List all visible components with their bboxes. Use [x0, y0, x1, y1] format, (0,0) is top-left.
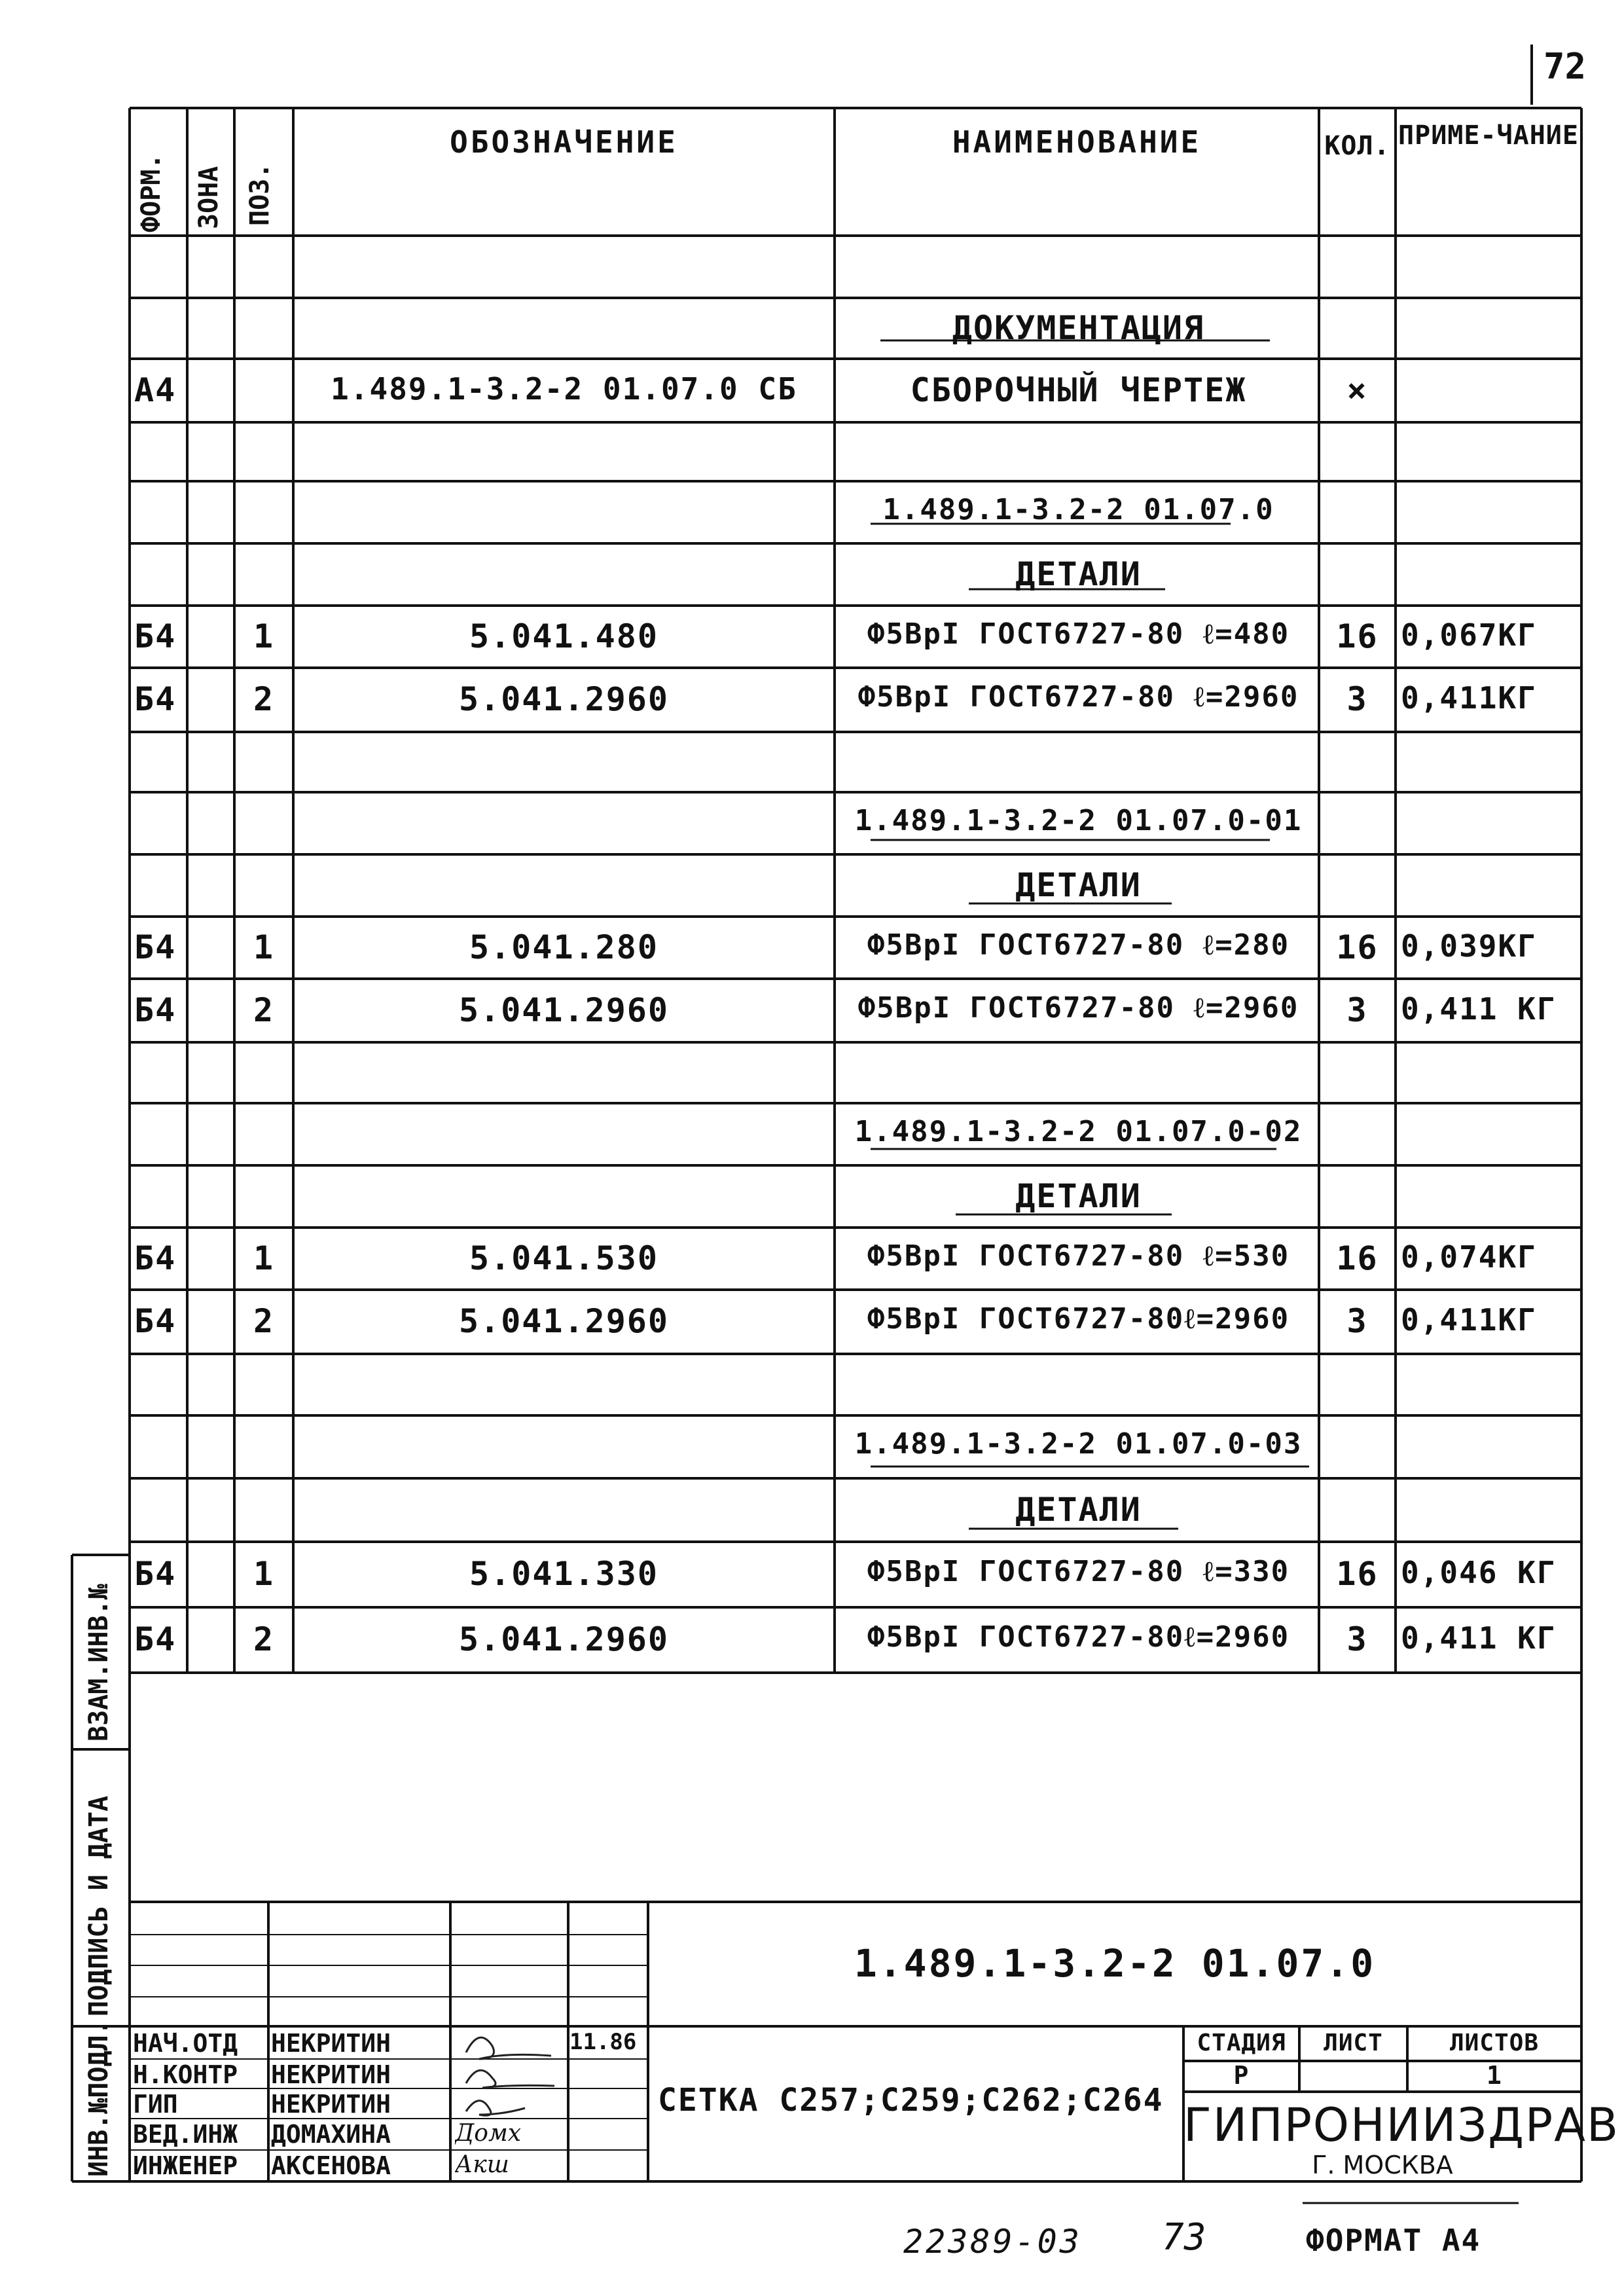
cell-pos: 2 — [253, 1302, 275, 1340]
organization: ГИПРОНИИЗДРАВ — [1183, 2098, 1620, 2152]
title-person-role: Н.КОНТР — [133, 2060, 238, 2089]
cell-name: Ф5ВрI ГОСТ6727-80 ℓ=330 — [867, 1555, 1290, 1588]
cell-name: ДЕТАЛИ — [1015, 555, 1142, 593]
cell-note: 0,411КГ — [1401, 1302, 1537, 1338]
cell-name: ДЕТАЛИ — [1015, 1177, 1142, 1215]
cell-note: 0,039КГ — [1401, 928, 1537, 964]
title-person-role: НАЧ.ОТД — [133, 2029, 238, 2058]
cell-name: 1.489.1-3.2-2 01.07.0-03 — [854, 1427, 1303, 1461]
cell-designation: 5.041.2960 — [458, 680, 670, 718]
cell-form: Б4 — [134, 1555, 177, 1593]
cell-name: 1.489.1-3.2-2 01.07.0-01 — [854, 804, 1303, 837]
title-person-name: АКСЕНОВА — [271, 2151, 391, 2180]
cell-name: Ф5ВрI ГОСТ6727-80ℓ=2960 — [867, 1620, 1290, 1654]
cell-qty: 16 — [1336, 928, 1379, 966]
cell-form: Б4 — [134, 1239, 177, 1277]
header-designation: ОБОЗНАЧЕНИЕ — [450, 124, 678, 160]
cell-form: Б4 — [134, 680, 177, 718]
cell-designation: 5.041.480 — [469, 617, 659, 655]
cell-qty: 16 — [1336, 1555, 1379, 1593]
page-number: 72 — [1543, 46, 1587, 87]
stage-value: Р — [1233, 2061, 1250, 2090]
cell-pos: 1 — [253, 1555, 275, 1593]
cell-qty: 3 — [1346, 991, 1368, 1029]
city: Г. МОСКВА — [1312, 2151, 1453, 2179]
cell-pos: 1 — [253, 928, 275, 966]
cell-designation: 5.041.2960 — [458, 1620, 670, 1658]
cell-note: 0,411КГ — [1401, 680, 1537, 716]
cell-form: Б4 — [134, 1302, 177, 1340]
cell-designation: 5.041.530 — [469, 1239, 659, 1277]
cell-form: А4 — [134, 371, 177, 409]
title-doc-code: 1.489.1-3.2-2 01.07.0 — [854, 1941, 1376, 1986]
cell-pos: 2 — [253, 680, 275, 718]
header-qty: КОЛ. — [1324, 131, 1390, 161]
title-person-signature: Акш — [455, 2151, 509, 2178]
cell-pos: 2 — [253, 1620, 275, 1658]
cell-qty: 3 — [1346, 680, 1368, 718]
side-label-vzam-inv: ВЗАМ.ИНВ.№ — [84, 1584, 114, 1741]
cell-qty: × — [1346, 371, 1368, 409]
cell-name: 1.489.1-3.2-2 01.07.0 — [882, 493, 1274, 526]
archive-number: 22389-03 — [903, 2223, 1082, 2261]
title-person-date: 11.86 — [569, 2029, 637, 2055]
header-zone: ЗОНА — [194, 166, 224, 229]
cell-form: Б4 — [134, 1620, 177, 1658]
cell-note: 0,074КГ — [1401, 1239, 1537, 1275]
title-person-role: ВЕД.ИНЖ — [133, 2120, 238, 2149]
cell-name: Ф5ВрI ГОСТ6727-80 ℓ=480 — [867, 617, 1290, 651]
cell-name: Ф5ВрI ГОСТ6727-80ℓ=2960 — [867, 1302, 1290, 1336]
cell-note: 0,046 КГ — [1401, 1555, 1557, 1590]
header-form: ФОРМ. — [136, 153, 166, 232]
cell-designation: 5.041.330 — [469, 1555, 659, 1593]
page-ref: 73 — [1162, 2216, 1206, 2259]
item-title: СЕТКА С257;С259;С262;С264 — [658, 2082, 1164, 2119]
cell-name: ДОКУМЕНТАЦИЯ — [952, 309, 1205, 347]
format-label: ФОРМАТ А4 — [1306, 2223, 1481, 2258]
cell-name: ДЕТАЛИ — [1015, 1491, 1142, 1529]
cell-pos: 2 — [253, 991, 275, 1029]
cell-designation: 5.041.2960 — [458, 991, 670, 1029]
cell-name: Ф5ВрI ГОСТ6727-80 ℓ=2960 — [857, 680, 1299, 714]
cell-name: Ф5ВрI ГОСТ6727-80 ℓ=530 — [867, 1239, 1290, 1273]
stage-label: СТАДИЯ — [1197, 2030, 1286, 2056]
cell-name: СБОРОЧНЫЙ ЧЕРТЕЖ — [910, 371, 1247, 409]
header-pos: ПОЗ. — [245, 162, 275, 226]
cell-qty: 3 — [1346, 1620, 1368, 1658]
title-person-role: ИНЖЕНЕР — [133, 2151, 238, 2180]
cell-note: 0,411 КГ — [1401, 991, 1557, 1027]
cell-qty: 3 — [1346, 1302, 1368, 1340]
cell-designation: 1.489.1-3.2-2 01.07.0 СБ — [331, 371, 797, 407]
side-label-podpis-data: ПОДПИСЬ И ДАТА — [84, 1795, 114, 2016]
cell-name: Ф5ВрI ГОСТ6727-80 ℓ=2960 — [857, 991, 1299, 1025]
title-person-name: НЕКРИТИН — [271, 2060, 391, 2089]
header-name: НАИМЕНОВАНИЕ — [952, 124, 1202, 160]
title-person-role: ГИП — [133, 2090, 178, 2119]
cell-name: Ф5ВрI ГОСТ6727-80 ℓ=280 — [867, 928, 1290, 962]
title-person-name: НЕКРИТИН — [271, 2090, 391, 2119]
cell-designation: 5.041.280 — [469, 928, 659, 966]
cell-pos: 1 — [253, 1239, 275, 1277]
side-label-inv-podl: ИНВ.№ПОДЛ. — [84, 2019, 114, 2177]
sheet-label: ЛИСТ — [1324, 2030, 1383, 2056]
cell-name: ДЕТАЛИ — [1015, 866, 1142, 904]
title-person-name: ДОМАХИНА — [271, 2120, 391, 2149]
cell-qty: 16 — [1336, 1239, 1379, 1277]
cell-form: Б4 — [134, 991, 177, 1029]
cell-note: 0,067КГ — [1401, 617, 1537, 653]
cell-qty: 16 — [1336, 617, 1379, 655]
cell-name: 1.489.1-3.2-2 01.07.0-02 — [854, 1115, 1303, 1148]
cell-pos: 1 — [253, 617, 275, 655]
sheets-label: ЛИСТОВ — [1449, 2030, 1540, 2056]
header-note: ПРИМЕ-ЧАНИЕ — [1398, 120, 1579, 151]
cell-designation: 5.041.2960 — [458, 1302, 670, 1340]
title-person-name: НЕКРИТИН — [271, 2029, 391, 2058]
sheets-value: 1 — [1487, 2061, 1502, 2090]
cell-note: 0,411 КГ — [1401, 1620, 1557, 1656]
cell-form: Б4 — [134, 617, 177, 655]
cell-form: Б4 — [134, 928, 177, 966]
title-person-signature: Домх — [455, 2120, 522, 2147]
